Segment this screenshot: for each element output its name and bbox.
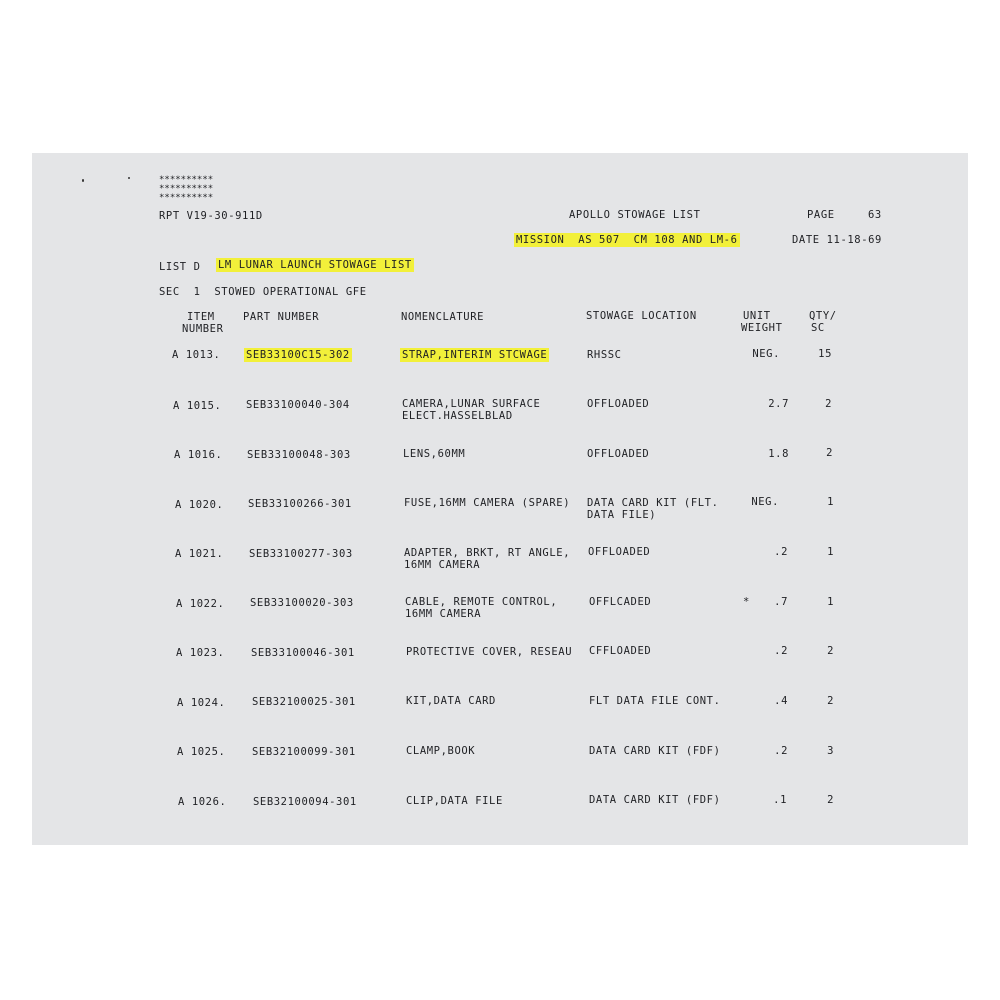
paper-speck <box>128 177 130 179</box>
stowage-location: RHSSC <box>587 349 622 361</box>
stowage-location: OFFLCADED <box>589 596 652 608</box>
item-number: A 1022. <box>176 598 225 610</box>
unit-weight: .4 <box>774 695 788 707</box>
unit-weight: .7 <box>774 596 788 608</box>
part-number-highlight: SEB33100C15-302 <box>246 349 350 361</box>
part-number: SEB33100046-301 <box>251 647 355 659</box>
unit-weight: .2 <box>774 745 788 757</box>
stowage-list-page <box>32 153 968 845</box>
part-number: SEB33100040-304 <box>246 399 350 411</box>
item-number: A 1021. <box>175 548 224 560</box>
unit-weight: NEG. <box>751 496 779 508</box>
part-number: SEB32100025-301 <box>252 696 356 708</box>
mission-line <box>514 234 740 246</box>
stowage-location: DATA CARD KIT (FDF) <box>589 794 721 806</box>
section-title: SEC 1 STOWED OPERATIONAL GFE <box>159 286 367 298</box>
weight-asterisk: * <box>743 596 750 608</box>
nomenclature-highlight: STRAP,INTERIM STCWAGE <box>402 349 548 361</box>
col-item-header: ITEM <box>187 311 215 323</box>
item-number: A 1023. <box>176 647 225 659</box>
nomenclature: FUSE,16MM CAMERA (SPARE) <box>404 497 571 509</box>
nomenclature: CLAMP,BOOK <box>406 745 476 757</box>
list-label: LIST D <box>159 261 201 273</box>
col-location-header: STOWAGE LOCATION <box>586 310 697 322</box>
unit-weight: 2.7 <box>768 398 789 410</box>
stowage-location: CFFLOADED <box>589 645 652 657</box>
item-number: A 1016. <box>174 449 223 461</box>
item-number: A 1013. <box>172 349 221 361</box>
nomenclature: CLIP,DATA FILE <box>406 795 503 807</box>
mission-highlight: MISSION AS 507 CM 108 AND LM-6 <box>516 234 738 246</box>
nomenclature-line-2: 16MM CAMERA <box>404 559 481 571</box>
quantity: 1 <box>827 496 834 508</box>
asterisk-block: ********** ********** ********** <box>159 175 214 203</box>
report-id: RPT V19-30-911D <box>159 210 263 222</box>
nomenclature: KIT,DATA CARD <box>406 695 496 707</box>
nomenclature: PROTECTIVE COVER, RESEAU <box>406 646 573 658</box>
col-weight-header: UNIT <box>743 310 771 322</box>
quantity: 2 <box>826 447 833 459</box>
stowage-location: OFFLOADED <box>588 546 651 558</box>
part-number: SEB33100277-303 <box>249 548 353 560</box>
nomenclature: CABLE, REMOTE CONTROL, <box>405 596 558 608</box>
nomenclature <box>400 349 549 361</box>
col-qty-header: SC <box>811 322 825 334</box>
quantity: 1 <box>827 546 834 558</box>
nomenclature: CAMERA,LUNAR SURFACE <box>402 398 541 410</box>
unit-weight: NEG. <box>752 348 780 360</box>
part-number: SEB33100266-301 <box>248 498 352 510</box>
quantity: 15 <box>818 348 832 360</box>
item-number: A 1015. <box>173 400 222 412</box>
unit-weight: .2 <box>774 546 788 558</box>
quantity: 3 <box>827 745 834 757</box>
nomenclature-line-2: 16MM CAMERA <box>405 608 482 620</box>
quantity: 2 <box>825 398 832 410</box>
part-number: SEB33100048-303 <box>247 449 351 461</box>
part-number: SEB32100099-301 <box>252 746 356 758</box>
page-number: 63 <box>868 209 882 221</box>
nomenclature: LENS,60MM <box>403 448 466 460</box>
part-number <box>244 349 352 361</box>
list-name-highlight: LM LUNAR LAUNCH STOWAGE LIST <box>218 259 412 271</box>
unit-weight: 1.8 <box>768 448 789 460</box>
stowage-location: OFFLOADED <box>587 398 650 410</box>
nomenclature: ADAPTER, BRKT, RT ANGLE, <box>404 547 571 559</box>
stowage-location-line-2: DATA FILE) <box>587 509 657 521</box>
list-name-line <box>216 259 414 271</box>
quantity: 2 <box>827 695 834 707</box>
item-number: A 1024. <box>177 697 226 709</box>
quantity: 2 <box>827 794 834 806</box>
stowage-location: OFFLOADED <box>587 448 650 460</box>
page-label: PAGE <box>807 209 835 221</box>
quantity: 1 <box>827 596 834 608</box>
report-date: DATE 11-18-69 <box>792 234 882 246</box>
unit-weight: .2 <box>774 645 788 657</box>
item-number: A 1026. <box>178 796 227 808</box>
col-item-header: NUMBER <box>182 323 224 335</box>
stowage-location: FLT DATA FILE CONT. <box>589 695 721 707</box>
col-nomenclature-header: NOMENCLATURE <box>401 311 485 323</box>
item-number: A 1025. <box>177 746 226 758</box>
paper-speck <box>82 179 84 182</box>
stowage-location: DATA CARD KIT (FDF) <box>589 745 721 757</box>
col-part-header: PART NUMBER <box>243 311 320 323</box>
col-weight-header: WEIGHT <box>741 322 783 334</box>
item-number: A 1020. <box>175 499 224 511</box>
list-title: APOLLO STOWAGE LIST <box>569 209 701 221</box>
part-number: SEB32100094-301 <box>253 796 357 808</box>
part-number: SEB33100020-303 <box>250 597 354 609</box>
nomenclature-line-2: ELECT.HASSELBLAD <box>402 410 513 422</box>
col-qty-header: QTY/ <box>809 310 837 322</box>
stowage-location: DATA CARD KIT (FLT. <box>587 497 719 509</box>
quantity: 2 <box>827 645 834 657</box>
unit-weight: .1 <box>773 794 787 806</box>
